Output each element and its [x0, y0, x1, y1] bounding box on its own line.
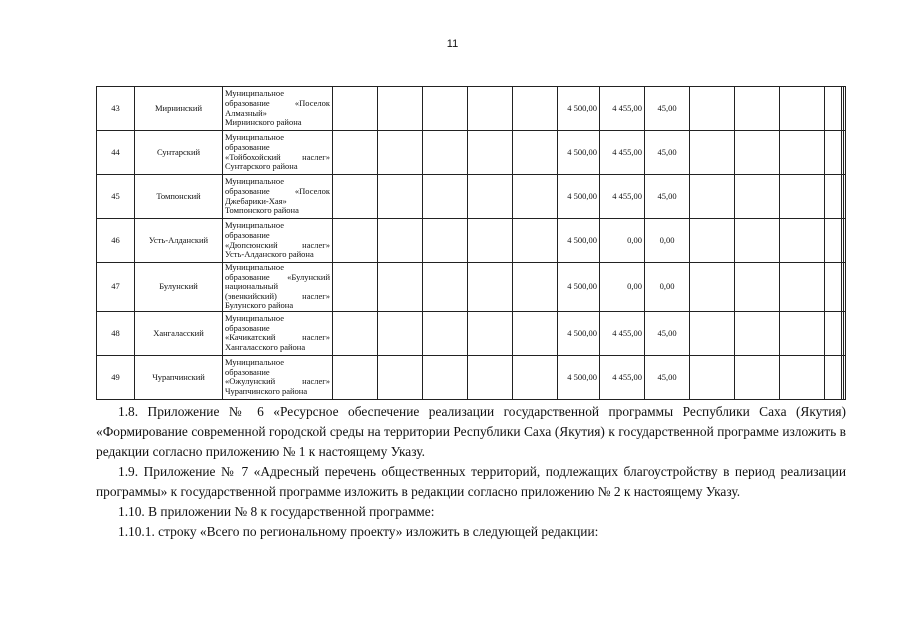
municipality-line: «Ожулунский наслег»	[225, 376, 330, 387]
total-amount-cell: 4 500,00	[558, 87, 600, 131]
federal-amount-cell: 4 455,00	[600, 355, 645, 399]
municipality-line: Алмазный»	[225, 107, 267, 118]
empty-cell	[468, 311, 513, 355]
municipality-line: Чурапчинского района	[225, 386, 308, 397]
empty-cell	[780, 355, 825, 399]
empty-cell	[468, 355, 513, 399]
row-number-cell: 46	[97, 219, 135, 263]
empty-cell	[513, 311, 558, 355]
table-row	[97, 131, 846, 175]
empty-cell	[468, 131, 513, 175]
municipality-line: Муниципальное	[225, 313, 284, 324]
regional-amount-cell: 45,00	[645, 311, 690, 355]
paragraph-1-10: 1.10. В приложении № 8 к государственной программе:	[118, 504, 435, 519]
empty-cell	[690, 87, 735, 131]
municipality-line: Муниципальное	[225, 176, 284, 187]
body-text	[96, 402, 846, 542]
district-cell: Мирнинский	[135, 87, 223, 131]
empty-cell	[735, 219, 780, 263]
empty-cell	[825, 87, 842, 131]
municipality-line: Муниципальное	[225, 262, 284, 272]
empty-cell	[513, 263, 558, 312]
empty-cell	[735, 131, 780, 175]
empty-cell	[333, 87, 378, 131]
empty-cell	[333, 175, 378, 219]
table-row	[97, 175, 846, 219]
total-amount-cell: 4 500,00	[558, 263, 600, 312]
municipality-cell	[223, 355, 333, 399]
municipality-cell	[223, 219, 333, 263]
municipality-line: Мирнинского района	[225, 117, 302, 128]
empty-cell	[780, 87, 825, 131]
municipality-cell	[223, 263, 333, 312]
table-row	[97, 87, 846, 131]
municipality-line: образование	[225, 141, 270, 152]
district-cell: Сунтарский	[135, 131, 223, 175]
federal-amount-cell: 4 455,00	[600, 311, 645, 355]
municipality-line: Усть-Алданского района	[225, 249, 314, 260]
municipality-line: образование «Поселок	[225, 97, 330, 108]
regional-amount-cell: 0,00	[645, 263, 690, 312]
empty-cell	[423, 87, 468, 131]
row-number-cell: 49	[97, 355, 135, 399]
municipality-line: Муниципальное	[225, 357, 284, 368]
row-number-cell: 47	[97, 263, 135, 312]
empty-cell	[378, 175, 423, 219]
empty-cell	[735, 87, 780, 131]
empty-cell	[423, 263, 468, 312]
empty-cell	[378, 311, 423, 355]
municipality-cell	[223, 311, 333, 355]
regional-amount-cell: 45,00	[645, 175, 690, 219]
empty-cell	[735, 355, 780, 399]
empty-cell	[378, 87, 423, 131]
empty-cell	[468, 175, 513, 219]
empty-cell	[423, 355, 468, 399]
empty-cell	[378, 263, 423, 312]
municipality-line: «Тойбохойский наслег»	[225, 151, 330, 162]
municipality-line: Сунтарского района	[225, 161, 298, 172]
municipality-line: образование	[225, 229, 270, 240]
federal-amount-cell: 0,00	[600, 219, 645, 263]
empty-cell	[825, 219, 842, 263]
empty-cell	[844, 263, 846, 312]
district-cell: Чурапчинский	[135, 355, 223, 399]
empty-cell	[333, 263, 378, 312]
empty-cell	[333, 219, 378, 263]
empty-cell	[690, 219, 735, 263]
municipality-line: Томпонского района	[225, 205, 299, 216]
regional-amount-cell: 45,00	[645, 355, 690, 399]
empty-cell	[844, 219, 846, 263]
empty-cell	[825, 131, 842, 175]
empty-cell	[780, 175, 825, 219]
empty-cell	[468, 87, 513, 131]
empty-cell	[333, 355, 378, 399]
empty-cell	[513, 355, 558, 399]
empty-cell	[825, 355, 842, 399]
federal-amount-cell: 0,00	[600, 263, 645, 312]
municipality-line: Джебарики-Хая»	[225, 195, 287, 206]
municipality-line: образование «Поселок	[225, 185, 330, 196]
table-row	[97, 263, 846, 312]
municipality-line: Булунского района	[225, 300, 294, 311]
empty-cell	[825, 175, 842, 219]
federal-amount-cell: 4 455,00	[600, 175, 645, 219]
municipality-line: Муниципальное	[225, 88, 284, 99]
regional-amount-cell: 0,00	[645, 219, 690, 263]
municipality-cell	[223, 131, 333, 175]
empty-cell	[378, 355, 423, 399]
empty-cell	[780, 263, 825, 312]
empty-cell	[690, 263, 735, 312]
empty-cell	[780, 131, 825, 175]
total-amount-cell: 4 500,00	[558, 219, 600, 263]
resource-table	[96, 86, 846, 400]
empty-cell	[513, 87, 558, 131]
empty-cell	[378, 131, 423, 175]
empty-cell	[690, 355, 735, 399]
empty-cell	[423, 219, 468, 263]
row-number-cell: 45	[97, 175, 135, 219]
empty-cell	[468, 219, 513, 263]
total-amount-cell: 4 500,00	[558, 131, 600, 175]
paragraph-1-9: 1.9. Приложение № 7 «Адресный перечень общественных территорий, подлежащих благоустройству в период реализации программы» к государственной программе изложить в редакции согласно приложению № 2 к настоящему Указу.	[96, 464, 846, 499]
municipality-line: «Дюпсюнский наслег»	[225, 239, 330, 250]
total-amount-cell: 4 500,00	[558, 311, 600, 355]
empty-cell	[423, 175, 468, 219]
empty-cell	[333, 311, 378, 355]
district-cell: Томпонский	[135, 175, 223, 219]
empty-cell	[690, 175, 735, 219]
municipality-line: Хангаласского района	[225, 342, 306, 353]
regional-amount-cell: 45,00	[645, 131, 690, 175]
district-cell: Хангаласский	[135, 311, 223, 355]
row-number-cell: 48	[97, 311, 135, 355]
empty-cell	[844, 131, 846, 175]
municipality-line: Муниципальное	[225, 132, 284, 143]
municipality-cell	[223, 175, 333, 219]
paragraph-1-8: 1.8. Приложение № 6 «Ресурсное обеспечение реализации государственной программы Республики Саха (Якутия) «Формирование современной городской среды на территории Республики Саха (Якутия) к государственной программе изложить в редакции согласно приложению № 1 к настоящему Указу.	[96, 404, 846, 459]
empty-cell	[513, 175, 558, 219]
empty-cell	[844, 87, 846, 131]
municipality-line: «Качикатский наслег»	[225, 332, 330, 343]
empty-cell	[468, 263, 513, 312]
empty-cell	[690, 131, 735, 175]
empty-cell	[735, 311, 780, 355]
total-amount-cell: 4 500,00	[558, 175, 600, 219]
row-number-cell: 43	[97, 87, 135, 131]
municipality-line: образование	[225, 322, 270, 333]
empty-cell	[844, 311, 846, 355]
district-cell: Булунский	[135, 263, 223, 312]
table-row	[97, 311, 846, 355]
federal-amount-cell: 4 455,00	[600, 87, 645, 131]
empty-cell	[423, 131, 468, 175]
empty-cell	[780, 219, 825, 263]
total-amount-cell: 4 500,00	[558, 355, 600, 399]
empty-cell	[423, 311, 468, 355]
empty-cell	[513, 219, 558, 263]
empty-cell	[825, 263, 842, 312]
row-number-cell: 44	[97, 131, 135, 175]
municipality-line: образование	[225, 366, 270, 377]
table-body	[97, 87, 846, 400]
empty-cell	[844, 355, 846, 399]
table-row	[97, 219, 846, 263]
empty-cell	[844, 175, 846, 219]
municipality-line: Муниципальное	[225, 220, 284, 231]
municipality-cell	[223, 87, 333, 131]
empty-cell	[513, 131, 558, 175]
empty-cell	[333, 131, 378, 175]
empty-cell	[780, 311, 825, 355]
empty-cell	[690, 311, 735, 355]
regional-amount-cell: 45,00	[645, 87, 690, 131]
district-cell: Усть-Алданский	[135, 219, 223, 263]
empty-cell	[735, 175, 780, 219]
empty-cell	[735, 263, 780, 312]
page-number: 11	[446, 38, 459, 50]
table-row	[97, 355, 846, 399]
empty-cell	[825, 311, 842, 355]
municipality-line: (эвенкийский) наслег»	[225, 290, 330, 301]
empty-cell	[378, 219, 423, 263]
municipality-line: образование «Булунский	[225, 271, 330, 282]
paragraph-1-10-1: 1.10.1. строку «Всего по региональному проекту» изложить в следующей редакции:	[118, 524, 599, 539]
municipality-line: национальный	[225, 281, 278, 292]
federal-amount-cell: 4 455,00	[600, 131, 645, 175]
